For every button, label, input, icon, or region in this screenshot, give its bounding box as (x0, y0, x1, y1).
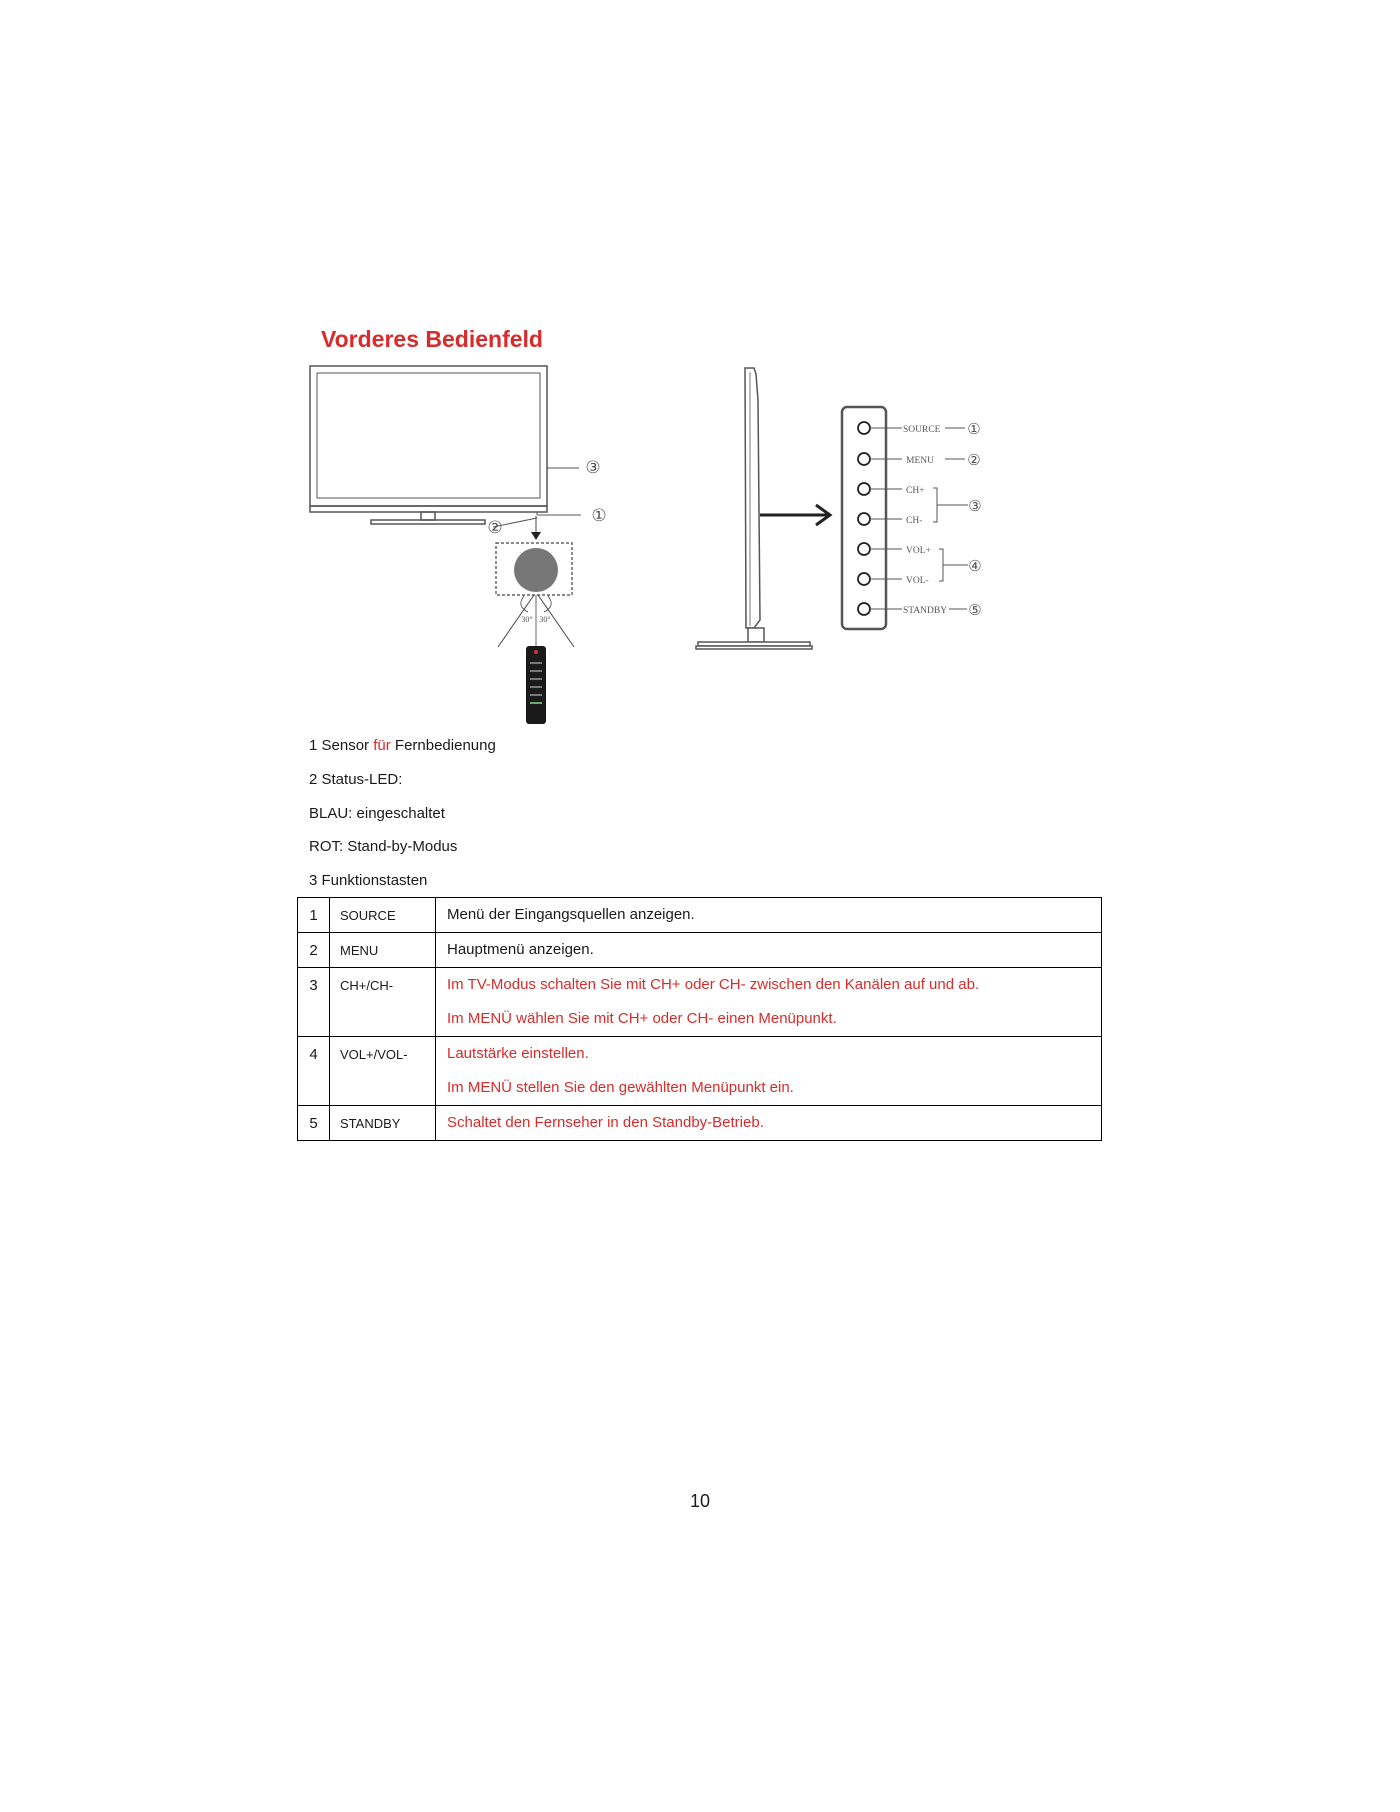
row-key: STANDBY (330, 1106, 436, 1141)
row-number: 4 (298, 1037, 330, 1106)
page-number: 10 (689, 1491, 711, 1511)
panel-label-ch-plus: CH+ (906, 486, 925, 496)
panel-callout-1: ① (967, 422, 981, 438)
table-row (298, 898, 1102, 933)
row-key: CH+/CH- (330, 968, 436, 1037)
panel-label-menu: MENU (906, 456, 934, 466)
row-description: Menü der Eingangsquellen anzeigen. (436, 898, 1102, 933)
side-arrow (760, 505, 830, 525)
front-callout-2: ② (487, 518, 503, 537)
table-row (298, 1037, 1102, 1106)
legend-red: ROT: Stand-by-Modus (309, 838, 458, 855)
row-key: MENU (330, 933, 436, 968)
panel-callout-2: ② (967, 453, 981, 469)
row-number: 1 (298, 898, 330, 933)
sensor-angle-left: 30° (521, 615, 533, 624)
row-description: Im TV-Modus schalten Sie mit CH+ oder CH- zwischen den Kanälen auf und ab. Im MENÜ wählen Sie mit CH+ oder CH- einen Menüpunkt. (436, 968, 1102, 1037)
panel-label-ch-minus: CH- (906, 516, 923, 526)
row-number: 2 (298, 933, 330, 968)
legend-item-3: 3 Funktionstasten (309, 872, 428, 889)
tv-side-diagram (690, 360, 1000, 660)
tv-side-outline (696, 368, 812, 649)
row-number: 3 (298, 968, 330, 1037)
front-callout-3: ③ (585, 458, 601, 477)
row-key: SOURCE (330, 898, 436, 933)
sensor-detail (496, 516, 574, 647)
panel-label-vol-minus: VOL- (906, 576, 929, 586)
legend-item-1-highlight: für (373, 737, 391, 754)
legend-blue: BLAU: eingeschaltet (309, 805, 445, 822)
row-number: 5 (298, 1106, 330, 1141)
legend-item-1: 1 Sensor für Fernbedienung (309, 737, 496, 754)
legend-item-2: 2 Status-LED: (309, 771, 403, 788)
sensor-angle-right: 30° (539, 615, 551, 624)
table-row (298, 968, 1102, 1037)
front-callout-1: ① (591, 506, 607, 525)
panel-callout-3: ③ (968, 499, 982, 515)
panel-label-standby: STANDBY (903, 606, 948, 616)
table-row (298, 1106, 1102, 1141)
panel-callout-5: ⑤ (968, 603, 982, 619)
page-title: Vorderes Bedienfeld (321, 326, 543, 352)
row-description: Hauptmenü anzeigen. (436, 933, 1102, 968)
function-keys-table (297, 897, 1102, 1141)
row-description: Schaltet den Fernseher in den Standby-Betrieb. (436, 1106, 1102, 1141)
remote-control (526, 646, 546, 724)
tv-front-outline (310, 366, 547, 524)
panel-callout-4: ④ (968, 559, 982, 575)
table-row (298, 933, 1102, 968)
panel-label-vol-plus: VOL+ (906, 546, 931, 556)
tv-front-diagram (300, 360, 620, 730)
row-key: VOL+/VOL- (330, 1037, 436, 1106)
panel-label-source: SOURCE (903, 425, 941, 435)
row-description: Lautstärke einstellen. Im MENÜ stellen Sie den gewählten Menüpunkt ein. (436, 1037, 1102, 1106)
